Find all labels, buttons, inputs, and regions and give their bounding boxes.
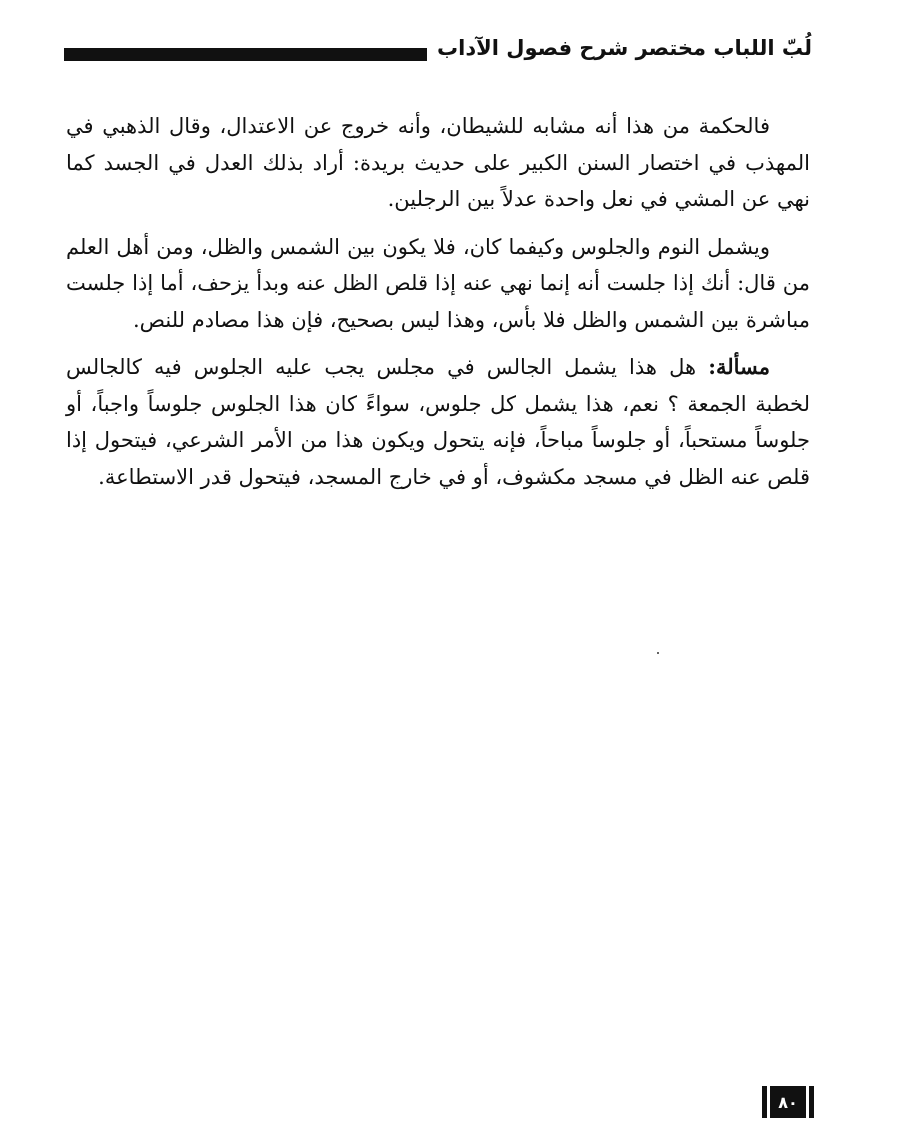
issue-label: مسألة: xyxy=(708,354,770,379)
page-number-bar-left xyxy=(762,1086,767,1118)
paragraph-2: ويشمل النوم والجلوس وكيفما كان، فلا يكون بين الشمس والظل، ومن أهل العلم من قال: أنك إذا جلست أنه إنما نهي عنه إذا قلص الظل عنه وبدأ يزحف، أما إذا جلست مباشرة بين الشمس والظل فلا بأس، وهذا ليس بصحيح، فإن هذا مصادم للنص. xyxy=(66,234,810,332)
book-title: لُبّ اللباب مختصر شرح فصول الآداب xyxy=(437,36,812,60)
paragraph-3-text: هل هذا يشمل الجالس في مجلس يجب عليه الجلوس فيه كالجالس لخطبة الجمعة ؟ نعم، هذا يشمل كل جلوس، سواءً كان هذا الجلوس جلوساً واجباً، أو جلوساً مستحباً، أو جلوساً مباحاً، فإنه يتحول ويكون هذا من الأمر الشرعي، فيتحول إذا قلص عنه الظل في مسجد مكشوف، أو في خارج المسجد، فيتحول قدر الاستطاعة. xyxy=(66,355,810,489)
scan-speck xyxy=(657,652,659,654)
paragraph-1: فالحكمة من هذا أنه مشابه للشيطان، وأنه خروج عن الاعتدال، وقال الذهبي في المهذب في اختصار السنن الكبير على حديث بريدة: أراد بذلك العدل في الجسد كما نهي عن المشي في نعل واحدة عدلاً بين الرجلين. xyxy=(66,114,810,211)
page-body xyxy=(66,108,810,506)
page-number-box xyxy=(762,1086,814,1118)
paragraph-3 xyxy=(66,349,810,495)
header-rule xyxy=(64,48,427,61)
running-header xyxy=(64,30,812,66)
page-number-bar-right xyxy=(809,1086,814,1118)
page-number: ٨٠ xyxy=(770,1086,806,1118)
